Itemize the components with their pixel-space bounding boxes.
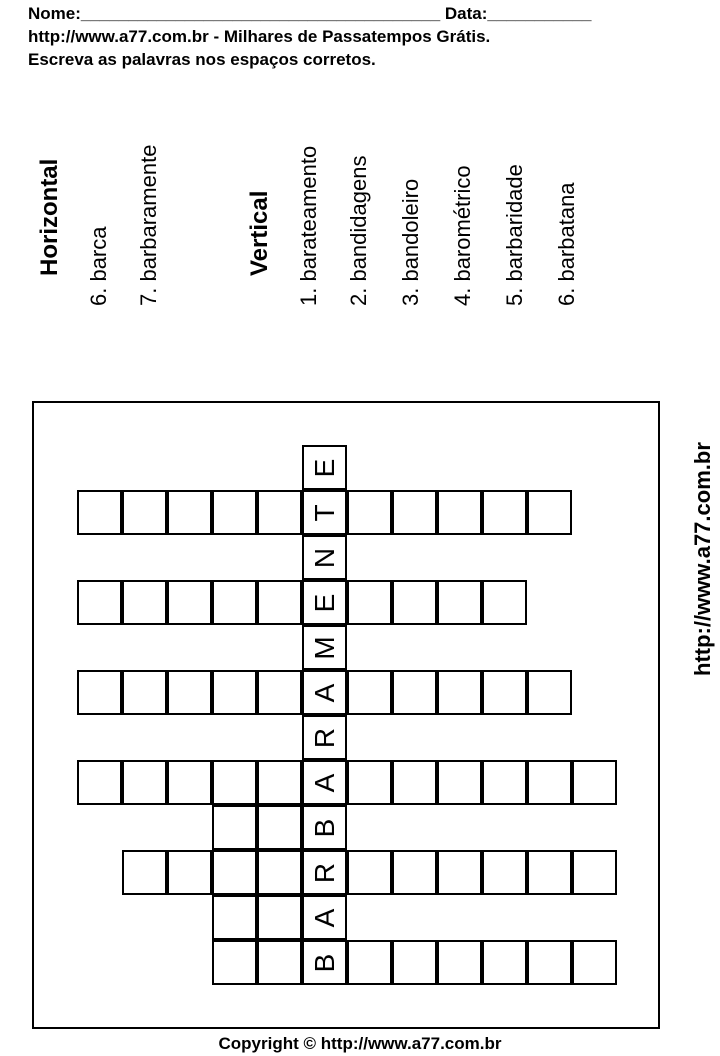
horizontal-title: Horizontal (36, 158, 63, 276)
grid-cell[interactable] (527, 850, 572, 895)
name-date-line: Nome:______________________________________ Data:___________ (28, 4, 592, 23)
grid-cell[interactable] (122, 850, 167, 895)
grid-cell[interactable] (347, 580, 392, 625)
grid-cell[interactable] (482, 940, 527, 985)
grid-cell[interactable] (122, 670, 167, 715)
grid-cell[interactable] (527, 670, 572, 715)
grid-letter: B (308, 818, 340, 837)
grid-cell[interactable] (122, 580, 167, 625)
grid-cell[interactable] (77, 490, 122, 535)
grid-cell[interactable] (257, 580, 302, 625)
grid-cell[interactable] (347, 760, 392, 805)
grid-cell[interactable] (437, 670, 482, 715)
grid-letter: B (308, 953, 340, 972)
grid-cell[interactable] (212, 670, 257, 715)
grid-cell[interactable] (212, 580, 257, 625)
horizontal-clue: 6. barca (86, 226, 111, 306)
grid-cell[interactable] (257, 895, 302, 940)
grid-cell[interactable] (167, 580, 212, 625)
vertical-clue: 3. bandoleiro (398, 178, 423, 306)
grid-cell[interactable] (347, 490, 392, 535)
grid-cell[interactable] (167, 670, 212, 715)
vertical-title: Vertical (246, 190, 273, 276)
copyright-footer: Copyright © http://www.a77.com.br (218, 1034, 502, 1053)
grid-letter: A (308, 773, 340, 792)
grid-cell[interactable] (392, 940, 437, 985)
grid-cell[interactable] (257, 805, 302, 850)
grid-cell[interactable] (257, 850, 302, 895)
grid-letter: A (308, 683, 340, 702)
grid-cell[interactable] (572, 850, 617, 895)
grid-cell[interactable] (302, 850, 347, 895)
grid-cell[interactable] (347, 940, 392, 985)
grid-cell[interactable] (437, 760, 482, 805)
grid-cell[interactable] (302, 445, 347, 490)
vertical-clue: 2. bandidagens (346, 155, 371, 306)
grid-cell[interactable] (302, 670, 347, 715)
grid-cell[interactable] (437, 940, 482, 985)
grid-cell[interactable] (212, 850, 257, 895)
horizontal-clue: 7. barbaramente (136, 144, 161, 306)
grid-cell[interactable] (302, 535, 347, 580)
grid-letter: R (308, 727, 340, 748)
grid-cell[interactable] (527, 940, 572, 985)
grid-cell[interactable] (437, 850, 482, 895)
grid-cell[interactable] (302, 760, 347, 805)
grid-cell[interactable] (212, 895, 257, 940)
grid-cell[interactable] (302, 940, 347, 985)
grid-cell[interactable] (347, 670, 392, 715)
grid-cell[interactable] (392, 850, 437, 895)
grid-cell[interactable] (302, 715, 347, 760)
site-line: http://www.a77.com.br - Milhares de Passatempos Grátis. (28, 27, 491, 46)
grid-cell[interactable] (212, 760, 257, 805)
grid-cell[interactable] (212, 805, 257, 850)
grid-cell[interactable] (77, 670, 122, 715)
grid-letter: E (308, 593, 340, 612)
grid-cell[interactable] (257, 670, 302, 715)
grid-cell[interactable] (77, 760, 122, 805)
grid-cell[interactable] (167, 490, 212, 535)
grid-cell[interactable] (437, 580, 482, 625)
vertical-clue: 6. barbatana (554, 182, 579, 306)
grid-cell[interactable] (527, 490, 572, 535)
grid-cell[interactable] (302, 580, 347, 625)
grid-cell[interactable] (347, 850, 392, 895)
grid-cell[interactable] (302, 625, 347, 670)
grid-cell[interactable] (527, 760, 572, 805)
grid-cell[interactable] (257, 940, 302, 985)
grid-cell[interactable] (212, 940, 257, 985)
grid-cell[interactable] (392, 670, 437, 715)
grid-letter: T (308, 503, 340, 522)
grid-letter: M (308, 635, 340, 660)
grid-cell[interactable] (392, 490, 437, 535)
grid-cell[interactable] (392, 580, 437, 625)
grid-cell[interactable] (482, 580, 527, 625)
grid-cell[interactable] (482, 490, 527, 535)
grid-letter: E (308, 458, 340, 477)
grid-letter: A (308, 908, 340, 927)
grid-letter: N (308, 547, 340, 568)
grid-cell[interactable] (212, 490, 257, 535)
grid-cell[interactable] (77, 580, 122, 625)
vertical-clue: 5. barbaridade (502, 164, 527, 306)
grid-cell[interactable] (167, 850, 212, 895)
vertical-clue: 4. barométrico (450, 165, 475, 306)
grid-cell[interactable] (482, 670, 527, 715)
grid-cell[interactable] (437, 490, 482, 535)
grid-cell[interactable] (302, 895, 347, 940)
grid-cell[interactable] (257, 490, 302, 535)
grid-cell[interactable] (122, 490, 167, 535)
grid-cell[interactable] (122, 760, 167, 805)
grid-cell[interactable] (302, 490, 347, 535)
instructions: Escreva as palavras nos espaços corretos. (28, 50, 376, 69)
vertical-clue: 1. barateamento (296, 145, 321, 306)
grid-cell[interactable] (482, 760, 527, 805)
side-url: http://www.a77.com.br (690, 442, 715, 676)
grid-cell[interactable] (302, 805, 347, 850)
grid-letter: R (308, 862, 340, 883)
grid-cell[interactable] (482, 850, 527, 895)
grid-cell[interactable] (257, 760, 302, 805)
grid-cell[interactable] (167, 760, 212, 805)
grid-cell[interactable] (392, 760, 437, 805)
grid-cell[interactable] (572, 760, 617, 805)
grid-cell[interactable] (572, 940, 617, 985)
